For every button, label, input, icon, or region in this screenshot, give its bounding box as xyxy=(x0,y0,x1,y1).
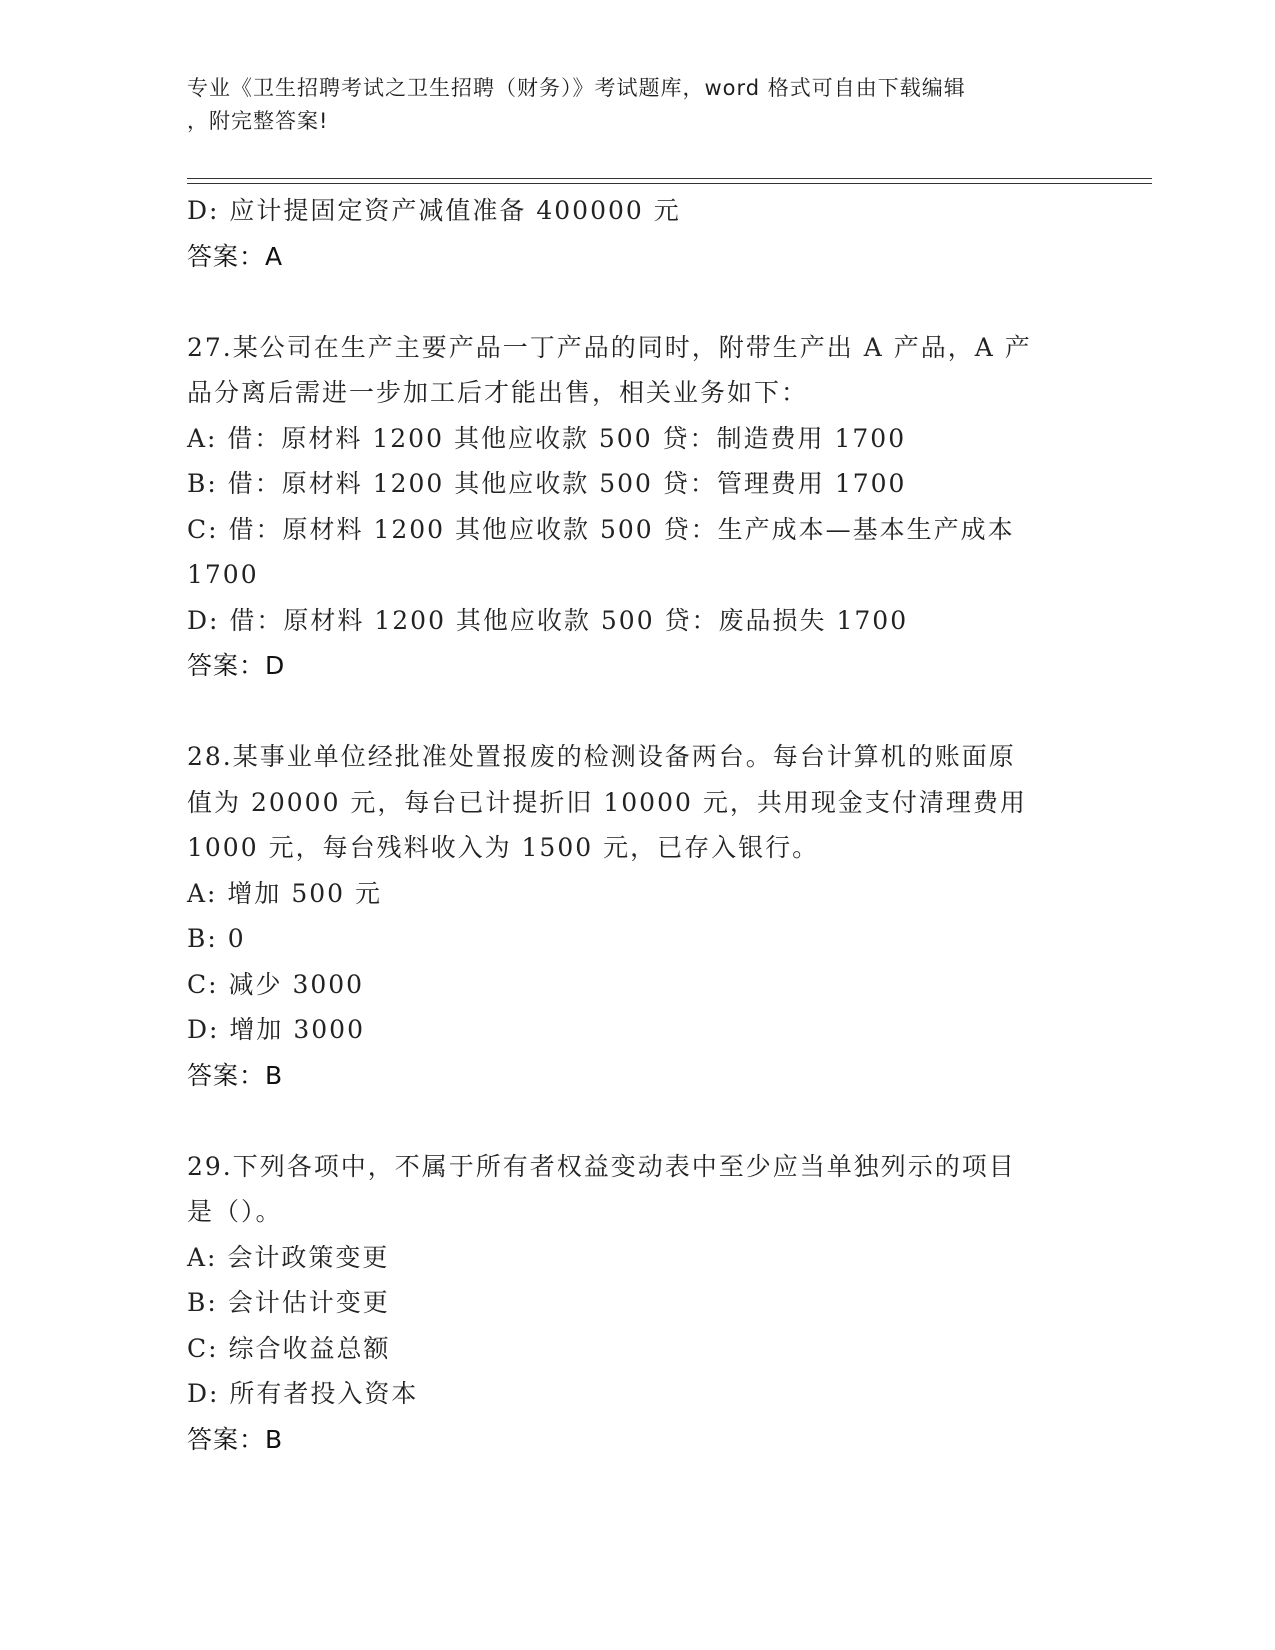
option-c: C: 综合收益总额 xyxy=(187,1333,391,1363)
option-c-continued: 1700 xyxy=(187,560,259,589)
option-d: D: 所有者投入资本 xyxy=(187,1379,419,1408)
answer-line: 答案：B xyxy=(187,1424,284,1454)
question-stem-line: 28.某事业单位经批准处置报废的检测设备两台。每台计算机的账面原 xyxy=(187,742,1016,771)
answer-line: 答案：D xyxy=(187,651,286,680)
spacer xyxy=(187,279,1087,325)
option-d: D: 应计提固定资产减值准备 400000 元 xyxy=(187,196,681,225)
question-stem-line: 29.下列各项中，不属于所有者权益变动表中至少应当单独列示的项目 xyxy=(187,1151,1016,1181)
question-content xyxy=(187,188,1087,1462)
header-divider-top xyxy=(187,178,1152,179)
spacer xyxy=(187,689,1087,735)
option-b: B: 0 xyxy=(187,924,246,953)
question-29 xyxy=(187,1144,1087,1463)
option-d: D: 增加 3000 xyxy=(187,1015,365,1044)
question-stem-line: 是（）。 xyxy=(187,1197,283,1226)
option-b: B: 会计估计变更 xyxy=(187,1288,390,1317)
option-c: C: 减少 3000 xyxy=(187,969,365,999)
question-stem-line: 品分离后需进一步加工后才能出售，相关业务如下： xyxy=(187,378,809,407)
spacer xyxy=(187,1098,1087,1144)
option-a: A: 增加 500 元 xyxy=(187,878,383,908)
option-b: B: 借：原材料 1200 其他应收款 500 贷：管理费用 1700 xyxy=(187,469,907,498)
question-28 xyxy=(187,734,1087,1098)
header-line-2: ，附完整答案! xyxy=(187,109,329,133)
answer-line: 答案：B xyxy=(187,1060,284,1090)
question-stem-line: 1000 元，每台残料收入为 1500 元，已存入银行。 xyxy=(187,833,820,862)
option-a: A: 会计政策变更 xyxy=(187,1242,390,1272)
question-27 xyxy=(187,325,1087,689)
header-divider-bottom xyxy=(187,183,1152,184)
document-header xyxy=(187,72,1067,138)
answer-line: 答案：A xyxy=(187,241,284,271)
question-stem-line: 27.某公司在生产主要产品一丁产品的同时，附带生产出 A 产品，A 产 xyxy=(187,332,1032,362)
option-d: D: 借：原材料 1200 其他应收款 500 贷：废品损失 1700 xyxy=(187,605,909,635)
header-line-1: 专业《卫生招聘考试之卫生招聘（财务）》考试题库，word 格式可自由下载编辑 xyxy=(187,76,966,100)
option-c: C: 借：原材料 1200 其他应收款 500 贷：生产成本—基本生产成本 xyxy=(187,514,1015,544)
previous-question-tail xyxy=(187,188,1087,279)
question-stem-line: 值为 20000 元，每台已计提折旧 10000 元，共用现金支付清理费用 xyxy=(187,787,1027,817)
option-a: A: 借：原材料 1200 其他应收款 500 贷：制造费用 1700 xyxy=(187,423,907,453)
